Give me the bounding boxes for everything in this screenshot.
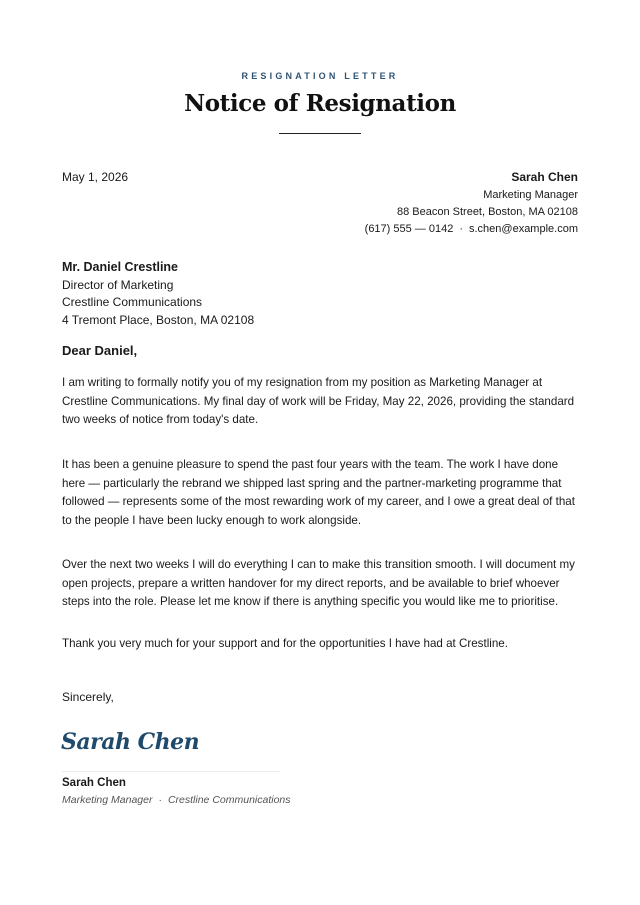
signature-company: Crestline Communications xyxy=(167,794,291,806)
handwritten-signature: Sarah Chen xyxy=(61,729,200,755)
signature-role: Marketing Manager xyxy=(62,794,153,806)
body-paragraph: It has been a genuine pleasure to spend the past four years with the team. The work I have done here — particularly the rebrand we shipped last spring and the partner-marketing programme that followed — represents some of the most rewarding work of my career, and I owe a great deal of that to the people I have been lucky enough to work alongside. xyxy=(62,458,575,527)
recipient-name: Mr. Daniel Crestline xyxy=(62,260,179,274)
recipient-company: Crestline Communications xyxy=(62,295,203,309)
body-paragraph: I am writing to formally notify you of my resignation from my position as Marketing Manager at Crestline Communications. My final day of work will be Friday, May 22, 2026, providing the standard two weeks of notice from today's date. xyxy=(62,376,575,427)
signature-subtitle xyxy=(62,794,291,806)
closing: Sincerely, xyxy=(62,690,114,704)
recipient-address: 4 Tremont Place, Boston, MA 02108 xyxy=(62,312,255,327)
salutation: Dear Daniel, xyxy=(62,343,138,358)
sender-role: Marketing Manager xyxy=(483,189,578,201)
title-divider xyxy=(279,133,361,134)
sender-email: s.chen@example.com xyxy=(469,223,578,235)
recipient-role: Director of Marketing xyxy=(62,277,174,292)
contact-separator: · xyxy=(459,223,463,235)
recipient-block xyxy=(62,259,254,329)
sender-name: Sarah Chen xyxy=(511,170,578,184)
page-title: Notice of Resignation xyxy=(184,90,456,117)
sender-block xyxy=(365,170,578,238)
document-kicker: RESIGNATION LETTER xyxy=(241,71,399,81)
signature-name: Sarah Chen xyxy=(62,777,126,789)
body-paragraph: Over the next two weeks I will do everything I can to make this transition smooth. I will document my open projects, prepare a written handover for my direct reports, and be available to brief whoever steps into the role. Please let me know if there is anything specific you would like me to prioritise. xyxy=(62,558,575,609)
signature-separator: · xyxy=(158,794,162,806)
sender-phone: (617) 555 — 0142 xyxy=(364,223,454,235)
sender-contact xyxy=(365,221,578,238)
sender-address: 88 Beacon Street, Boston, MA 02108 xyxy=(396,206,578,218)
body-paragraph: Thank you very much for your support and for the opportunities I have had at Crestline. xyxy=(62,637,508,650)
letter-date: May 1, 2026 xyxy=(62,170,129,184)
signature-line xyxy=(62,771,280,772)
